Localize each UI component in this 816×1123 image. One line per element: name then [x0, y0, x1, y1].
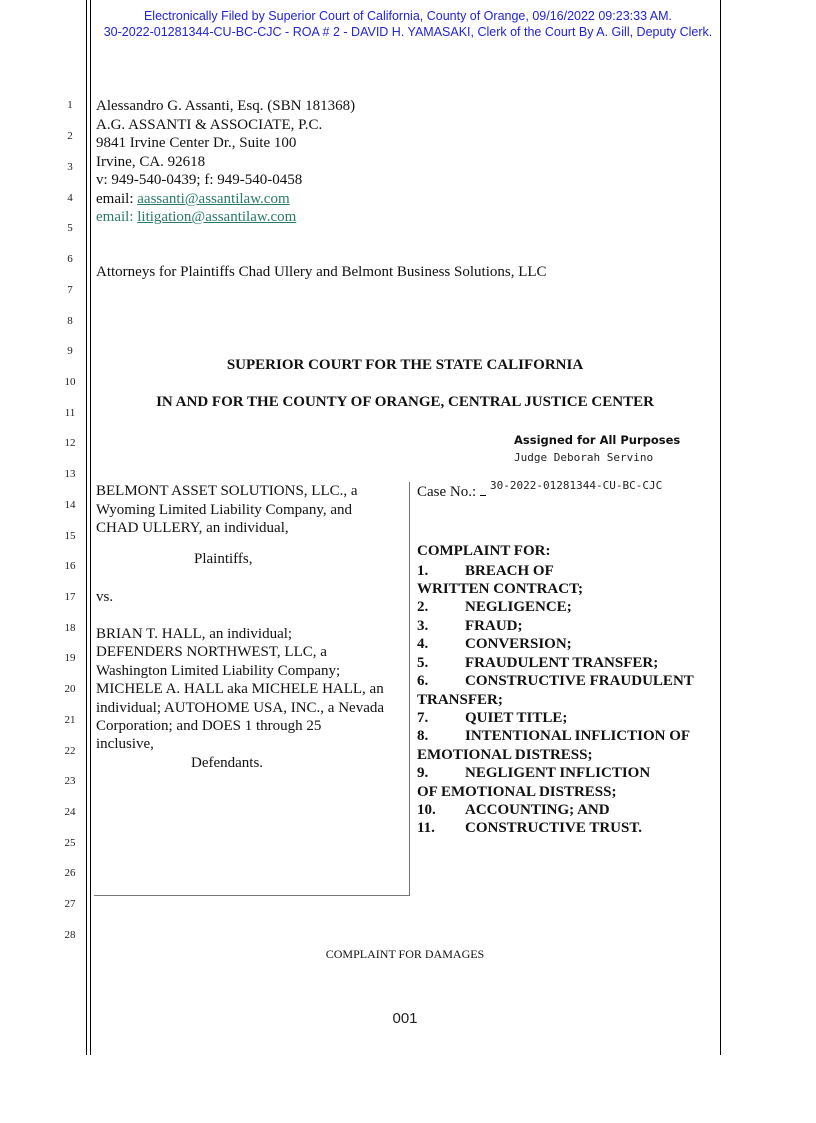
line-number: 19: [64, 652, 76, 664]
defendants-line: DEFENDERS NORTHWEST, LLC, a: [96, 644, 327, 660]
cause-8: 8. INTENTIONAL INFLICTION OF: [417, 728, 691, 744]
defendants-line: Washington Limited Liability Company;: [96, 663, 341, 679]
line-number: 1: [67, 99, 73, 111]
line-number: 14: [64, 499, 76, 511]
cause-1-cont: WRITTEN CONTRACT;: [417, 581, 583, 597]
cause-8-cont: EMOTIONAL DISTRESS;: [417, 747, 593, 763]
line-number: 26: [64, 867, 76, 879]
line-number: 20: [64, 683, 76, 695]
cause-5: 5. FRAUDULENT TRANSFER;: [417, 655, 659, 671]
line-number: 27: [64, 898, 76, 910]
cause-6-cont: TRANSFER;: [417, 692, 503, 708]
line-number: 5: [67, 222, 73, 234]
email-1-link[interactable]: aassanti@assantilaw.com: [137, 191, 290, 207]
right-margin-rule: [720, 0, 721, 1055]
line-number: 17: [64, 591, 76, 603]
page-number: 001: [392, 1010, 418, 1027]
cause-1: 1. BREACH OF: [417, 563, 554, 579]
email-2-label: email:: [96, 209, 138, 225]
attorney-email-1-row: [96, 191, 290, 208]
line-number: 6: [67, 253, 73, 265]
defendants-label: Defendants.: [191, 755, 264, 771]
line-number: 12: [64, 437, 76, 449]
email-1-label: email:: [96, 191, 138, 207]
court-title: SUPERIOR COURT FOR THE STATE CALIFORNIA: [226, 357, 584, 373]
line-number: 3: [67, 161, 73, 173]
attorney-email-2-row: [96, 209, 296, 226]
line-number: 23: [64, 775, 76, 787]
complaint-heading: COMPLAINT FOR:: [417, 543, 551, 559]
attorney-firm: A.G. ASSANTI & ASSOCIATE, P.C.: [96, 117, 323, 133]
caption-divider: [409, 482, 410, 896]
line-number: 24: [64, 806, 76, 818]
line-number: 25: [64, 837, 76, 849]
line-number: 22: [64, 745, 76, 757]
attorney-name: Alessandro G. Assanti, Esq. (SBN 181368): [96, 98, 356, 114]
email-2-link[interactable]: litigation@assantilaw.com: [137, 209, 297, 225]
caption-bottom-rule: [94, 895, 410, 896]
defendants-line: MICHELE A. HALL aka MICHELE HALL, an: [96, 681, 384, 697]
defendants-line: inclusive,: [96, 736, 154, 752]
left-margin-rule-2: [90, 0, 91, 1055]
plaintiffs-line: CHAD ULLERY, an individual,: [96, 520, 289, 536]
line-number: 10: [64, 376, 76, 388]
line-number: 7: [67, 284, 73, 296]
plaintiffs-line: BELMONT ASSET SOLUTIONS, LLC., a: [96, 483, 358, 499]
line-number: 2: [67, 130, 73, 142]
assigned-label: Assigned for All Purposes: [514, 433, 681, 447]
case-number-row: [417, 483, 486, 501]
plaintiffs-line: Wyoming Limited Liability Company, and: [96, 502, 353, 518]
versus: vs.: [96, 589, 114, 605]
cause-2: 2. NEGLIGENCE;: [417, 599, 572, 615]
case-number-value: 30-2022-01281344-CU-BC-CJC: [490, 479, 663, 492]
left-margin-rule-1: [86, 0, 87, 1055]
attorney-address-2: Irvine, CA. 92618: [96, 154, 206, 170]
cause-4: 4. CONVERSION;: [417, 636, 572, 652]
defendants-line: BRIAN T. HALL, an individual;: [96, 626, 293, 642]
assigned-judge: Judge Deborah Servino: [514, 451, 654, 464]
line-number: 11: [64, 407, 76, 419]
line-number: 16: [64, 560, 76, 572]
cause-10: 10. ACCOUNTING; AND: [417, 802, 610, 818]
defendants-line: individual; AUTOHOME USA, INC., a Nevada: [96, 700, 385, 716]
cause-9: 9. NEGLIGENT INFLICTION: [417, 765, 651, 781]
cause-11: 11. CONSTRUCTIVE TRUST.: [417, 820, 642, 836]
case-number-underline: [480, 483, 486, 496]
line-number: 21: [64, 714, 76, 726]
attorney-phone: v: 949-540-0439; f: 949-540-0458: [96, 172, 303, 188]
cause-3: 3. FRAUD;: [417, 618, 523, 634]
filing-stamp-line-2: 30-2022-01281344-CU-BC-CJC - ROA # 2 - DAVID H. YAMASAKI, Clerk of the Court By A. Gill, Deputy Clerk.: [103, 25, 713, 39]
footer-title: COMPLAINT FOR DAMAGES: [325, 947, 485, 961]
filing-stamp-line-1: Electronically Filed by Superior Court of California, County of Orange, 09/16/2022 09:23:33 AM.: [143, 9, 673, 23]
line-number: 4: [67, 192, 73, 204]
defendants-line: Corporation; and DOES 1 through 25: [96, 718, 322, 734]
plaintiffs-label: Plaintiffs,: [194, 551, 253, 567]
attorney-address-1: 9841 Irvine Center Dr., Suite 100: [96, 135, 297, 151]
cause-7: 7. QUIET TITLE;: [417, 710, 568, 726]
line-number: 8: [67, 315, 73, 327]
cause-6: 6. CONSTRUCTIVE FRAUDULENT: [417, 673, 694, 689]
line-number: 15: [64, 530, 76, 542]
line-number: 28: [64, 929, 76, 941]
court-subtitle: IN AND FOR THE COUNTY OF ORANGE, CENTRAL JUSTICE CENTER: [156, 394, 654, 410]
line-number: 13: [64, 468, 76, 480]
line-number: 9: [67, 345, 73, 357]
cause-9-cont: OF EMOTIONAL DISTRESS;: [417, 784, 617, 800]
case-number-label: Case No.:: [417, 484, 480, 500]
line-number: 18: [64, 622, 76, 634]
attorneys-for: Attorneys for Plaintiffs Chad Ullery and Belmont Business Solutions, LLC: [96, 264, 547, 280]
